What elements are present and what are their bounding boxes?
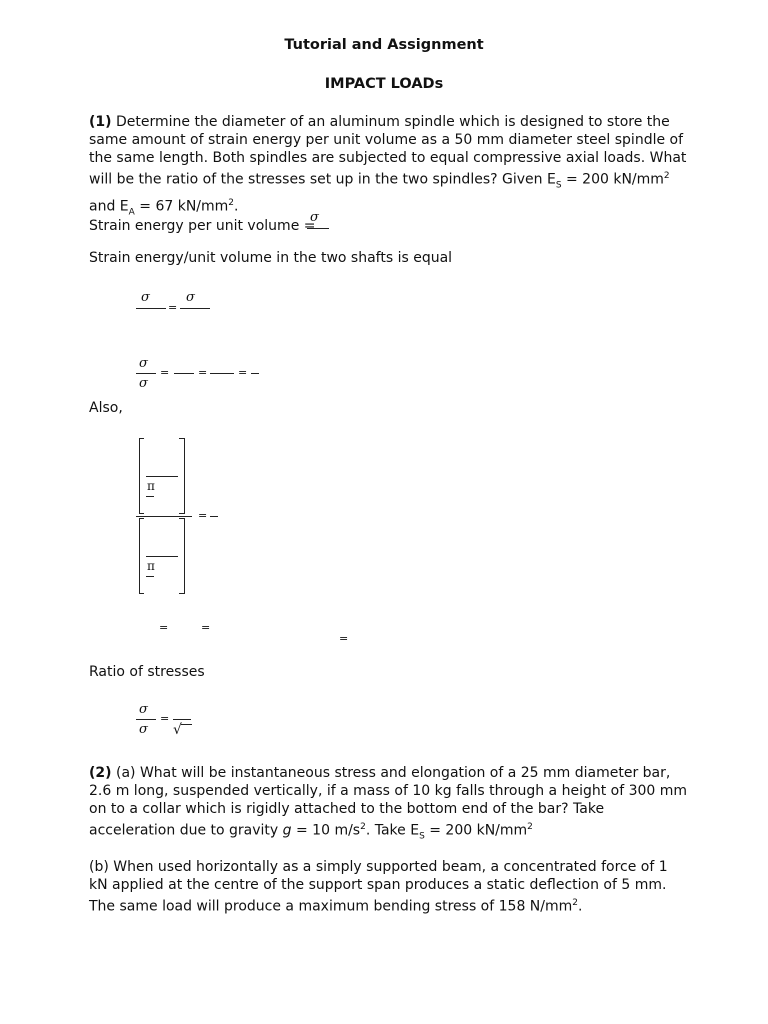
q1-sub-a: A (128, 207, 135, 218)
q2-sup-a: 2 (360, 822, 366, 832)
q1-text-b: = 200 kN/mm (561, 171, 664, 188)
equals-sign: = (159, 621, 169, 634)
sigma-symbol: σ (139, 376, 148, 391)
equals-sign: = (201, 621, 211, 634)
fraction-bar (146, 476, 178, 477)
fraction-bar (173, 719, 191, 720)
sigma-symbol: σ (186, 290, 195, 305)
bracket-tick (179, 518, 184, 519)
sigma-symbol: σ (310, 210, 319, 225)
bracket-tick (179, 438, 184, 439)
q2-text-b1: (b) When used horizontally as a simply supported beam, a concentrated force of 1 kN applied at the centre of the support span produces a static deflection of 5 mm. The same load will produce a maximum bending stress of 158 N/mm (89, 859, 668, 915)
document-title: Tutorial and Assignment (284, 37, 484, 53)
question-2b-text (89, 858, 689, 916)
q2-text-a4: = 200 kN/mm (424, 822, 528, 839)
ratio-of-stresses-label: Ratio of stresses (89, 664, 205, 680)
q1-sup-b: 2 (228, 198, 235, 209)
bracket-tick (139, 438, 144, 439)
q1-text-c: and E (89, 199, 129, 216)
main-fraction-bar (136, 516, 192, 517)
q2-sup-c: 2 (572, 898, 579, 908)
q2-sub-s: S (419, 831, 425, 842)
equals-sign: = (168, 301, 178, 314)
sigma-symbol: σ (139, 702, 148, 717)
equals-sign: = (198, 366, 208, 379)
q1-text-d: = 67 kN/mm (134, 199, 229, 216)
fraction-bar (180, 308, 210, 309)
sigma-symbol: σ (139, 722, 148, 737)
fraction-bar (146, 556, 178, 557)
bracket-tick (139, 518, 144, 519)
strain-energy-line: Strain energy per unit volume = (89, 218, 316, 234)
fraction-bar (210, 373, 234, 374)
equals-sign: = (198, 509, 208, 522)
bracket-tick (179, 593, 184, 594)
bracket-right (184, 518, 185, 594)
q2-text-a2: = 10 m/s (291, 822, 361, 839)
q2-text-a3: . Take E (365, 822, 420, 839)
equals-sign: = (238, 366, 248, 379)
bracket-right (184, 438, 185, 514)
equals-sign: = (339, 632, 349, 645)
fraction-bar (210, 516, 218, 517)
question-1-number: (1) (89, 114, 112, 130)
sigma-symbol: σ (141, 290, 150, 305)
strain-equal-line: Strain energy/unit volume in the two shafts is equal (89, 250, 453, 266)
bracket-tick (139, 513, 144, 514)
equals-sign: = (160, 712, 170, 725)
question-2-number: (2) (89, 765, 112, 781)
q1-text-a: Determine the diameter of an aluminum spindle which is designed to store the same amount of strain energy per unit volume as a 50 mm diameter steel spindle of the same length. Both spindles are subjected to equal compressive axial loads. What will be the ratio of the stresses set up in the two spindles? Given E (89, 114, 687, 188)
radical-bar (181, 724, 192, 725)
fraction-bar (136, 308, 166, 309)
question-2a-text (89, 764, 689, 845)
bracket-left (139, 438, 140, 514)
q1-sub-s: S (555, 180, 562, 191)
fraction-bar (307, 228, 329, 229)
q2-g-symbol: g (282, 822, 292, 839)
q2-text-a1: (a) What will be instantaneous stress and elongation of a 25 mm diameter bar, 2.6 m long, suspended vertically, if a mass of 10 kg falls through a height of 300 mm on to a collar which is rigidly attached to the bottom end of the bar? Take acceleration due to gravity (89, 765, 688, 839)
document-subtitle: IMPACT LOADs (324, 76, 444, 92)
sigma-symbol: σ (139, 356, 148, 371)
question-1-text (89, 113, 689, 222)
fraction-bar (136, 719, 156, 720)
pi-symbol: π (147, 479, 155, 493)
q2-text-b2: . (578, 898, 583, 915)
bracket-left (139, 518, 140, 594)
q2-sup-b: 2 (527, 822, 533, 832)
bracket-tick (139, 593, 144, 594)
q1-sup-a: 2 (663, 171, 670, 181)
fraction-bar (136, 373, 156, 374)
fraction-bar (146, 496, 154, 497)
bracket-tick (179, 513, 184, 514)
equals-sign: = (160, 366, 170, 379)
pi-symbol: π (147, 559, 155, 573)
also-label: Also, (89, 400, 123, 416)
fraction-bar (174, 373, 194, 374)
sqrt-symbol: √ (173, 722, 182, 738)
fraction-bar (251, 373, 259, 374)
fraction-bar (146, 576, 154, 577)
q1-text-e: . (234, 199, 239, 216)
